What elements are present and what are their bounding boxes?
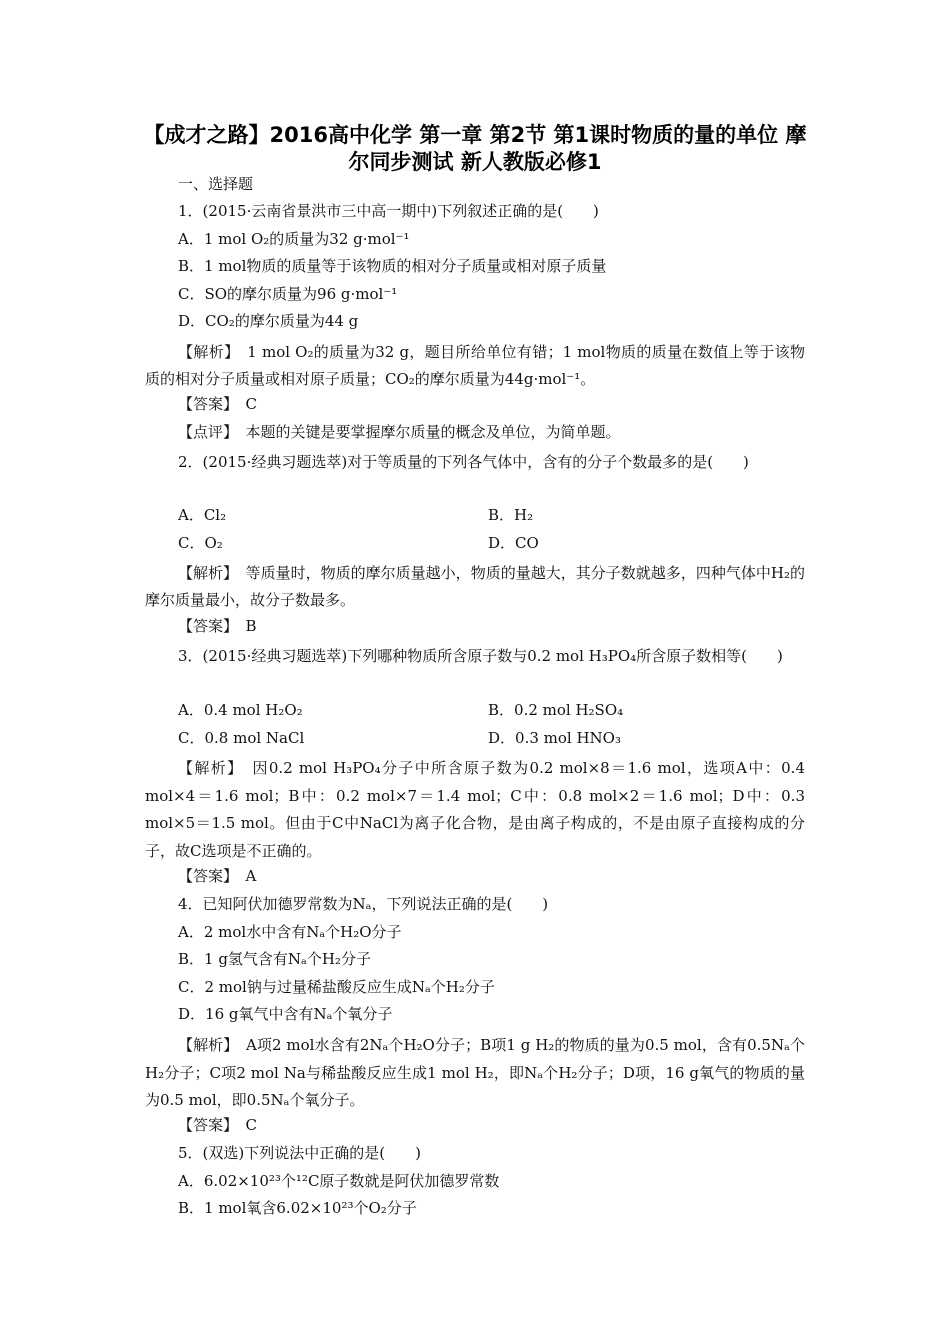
answer-tag: 【答案】: [178, 1116, 231, 1134]
q3-answer-text: A: [245, 867, 257, 885]
q4-stem: 4．已知阿伏加德罗常数为Nₐ，下列说法正确的是( ): [178, 895, 549, 913]
q3-analysis-text: 因0.2 mol H₃PO₄分子中所含原子数为0.2 mol×8＝1.6 mol，选项A中：0.4 mol×4＝1.6 mol；B中：0.2 mol×7＝1.4 mol；C中：0.8 mol×2＝1.6 mol；D中：0.3 mol×5＝1.5 mol。但由于C中NaCl为离子化合物，是由离子构成的，不是由原子直接构成的分子，故C选项是不正确的。: [145, 759, 805, 860]
q1-option-a: A．1 mol O₂的质量为32 g·mol⁻¹: [178, 230, 410, 248]
q4-answer-text: C: [245, 1116, 258, 1134]
q2-option-a: A．Cl₂: [178, 506, 227, 524]
analysis-tag: 【解析】: [178, 759, 237, 777]
q5-option-a: A．6.02×10²³个¹²C原子数就是阿伏加德罗常数: [178, 1172, 500, 1190]
q1-option-d: D．CO₂的摩尔质量为44 g: [178, 312, 359, 330]
analysis-tag: 【解析】: [178, 564, 231, 582]
q2-analysis: [145, 560, 805, 614]
section-heading: 一、选择题: [178, 175, 254, 193]
analysis-tag: 【解析】: [178, 1036, 231, 1054]
q3-option-c: C．0.8 mol NaCl: [178, 729, 305, 747]
q4-option-a: A．2 mol水中含有Nₐ个H₂O分子: [178, 923, 402, 941]
q5-option-b: B．1 mol氧含6.02×10²³个O₂分子: [178, 1199, 417, 1217]
q3-answer: [178, 866, 256, 886]
q4-answer: [178, 1115, 257, 1135]
q4-option-c: C．2 mol钠与过量稀盐酸反应生成Nₐ个H₂分子: [178, 978, 495, 996]
q4-option-d: D．16 g氧气中含有Nₐ个氧分子: [178, 1005, 393, 1023]
q5-stem: 5．(双选)下列说法中正确的是( ): [178, 1144, 421, 1162]
q1-answer: [178, 394, 257, 414]
q3-analysis: [145, 755, 805, 865]
q2-answer-text: B: [245, 617, 257, 635]
q2-option-b: B．H₂: [488, 506, 534, 524]
q1-stem: 1．(2015·云南省景洪市三中高一期中)下列叙述正确的是( ): [178, 202, 599, 220]
q2-answer: [178, 616, 257, 636]
q1-analysis-text: 1 mol O₂的质量为32 g，题目所给单位有错；1 mol物质的质量在数值上等于该物质的相对分子质量或相对原子质量；CO₂的摩尔质量为44g·mol⁻¹。: [145, 343, 805, 388]
q1-comment: [178, 422, 621, 442]
q2-option-c: C．O₂: [178, 534, 223, 552]
q3-stem: 3．(2015·经典习题选萃)下列哪种物质所含原子数与0.2 mol H₃PO₄所含原子数相等( ): [178, 647, 783, 665]
q3-option-b: B．0.2 mol H₂SO₄: [488, 701, 624, 719]
answer-tag: 【答案】: [178, 867, 231, 885]
q1-answer-text: C: [245, 395, 258, 413]
document-title: 【成才之路】2016高中化学 第一章 第2节 第1课时物质的量的单位 摩尔同步测试 新人教版必修1: [143, 123, 807, 174]
q2-option-d: D．CO: [488, 534, 539, 552]
q1-comment-text: 本题的关键是要掌握摩尔质量的概念及单位，为简单题。: [245, 423, 621, 441]
q2-analysis-text: 等质量时，物质的摩尔质量越小，物质的量越大，其分子数就越多，四种气体中H₂的摩尔质量最小，故分子数最多。: [145, 564, 805, 609]
q3-option-a: A．0.4 mol H₂O₂: [178, 701, 303, 719]
q2-stem: 2．(2015·经典习题选萃)对于等质量的下列各气体中，含有的分子个数最多的是( ): [178, 453, 749, 471]
q1-option-b: B．1 mol物质的质量等于该物质的相对分子质量或相对原子质量: [178, 257, 607, 275]
answer-tag: 【答案】: [178, 395, 231, 413]
answer-tag: 【答案】: [178, 617, 231, 635]
q4-option-b: B．1 g氢气含有Nₐ个H₂分子: [178, 950, 371, 968]
q1-analysis: [145, 339, 805, 393]
q1-option-c: C．SO的摩尔质量为96 g·mol⁻¹: [178, 285, 398, 303]
comment-tag: 【点评】: [178, 423, 231, 441]
analysis-tag: 【解析】: [178, 343, 232, 361]
q4-analysis: [145, 1032, 805, 1115]
q3-option-d: D．0.3 mol HNO₃: [488, 729, 621, 747]
q4-analysis-text: A项2 mol水含有2Nₐ个H₂O分子；B项1 g H₂的物质的量为0.5 mol，含有0.5Nₐ个H₂分子；C项2 mol Na与稀盐酸反应生成1 mol H₂，即Nₐ个H₂分子；D项，16 g氧气的物质的量为0.5 mol，即0.5Nₐ个氧分子。: [145, 1036, 805, 1109]
